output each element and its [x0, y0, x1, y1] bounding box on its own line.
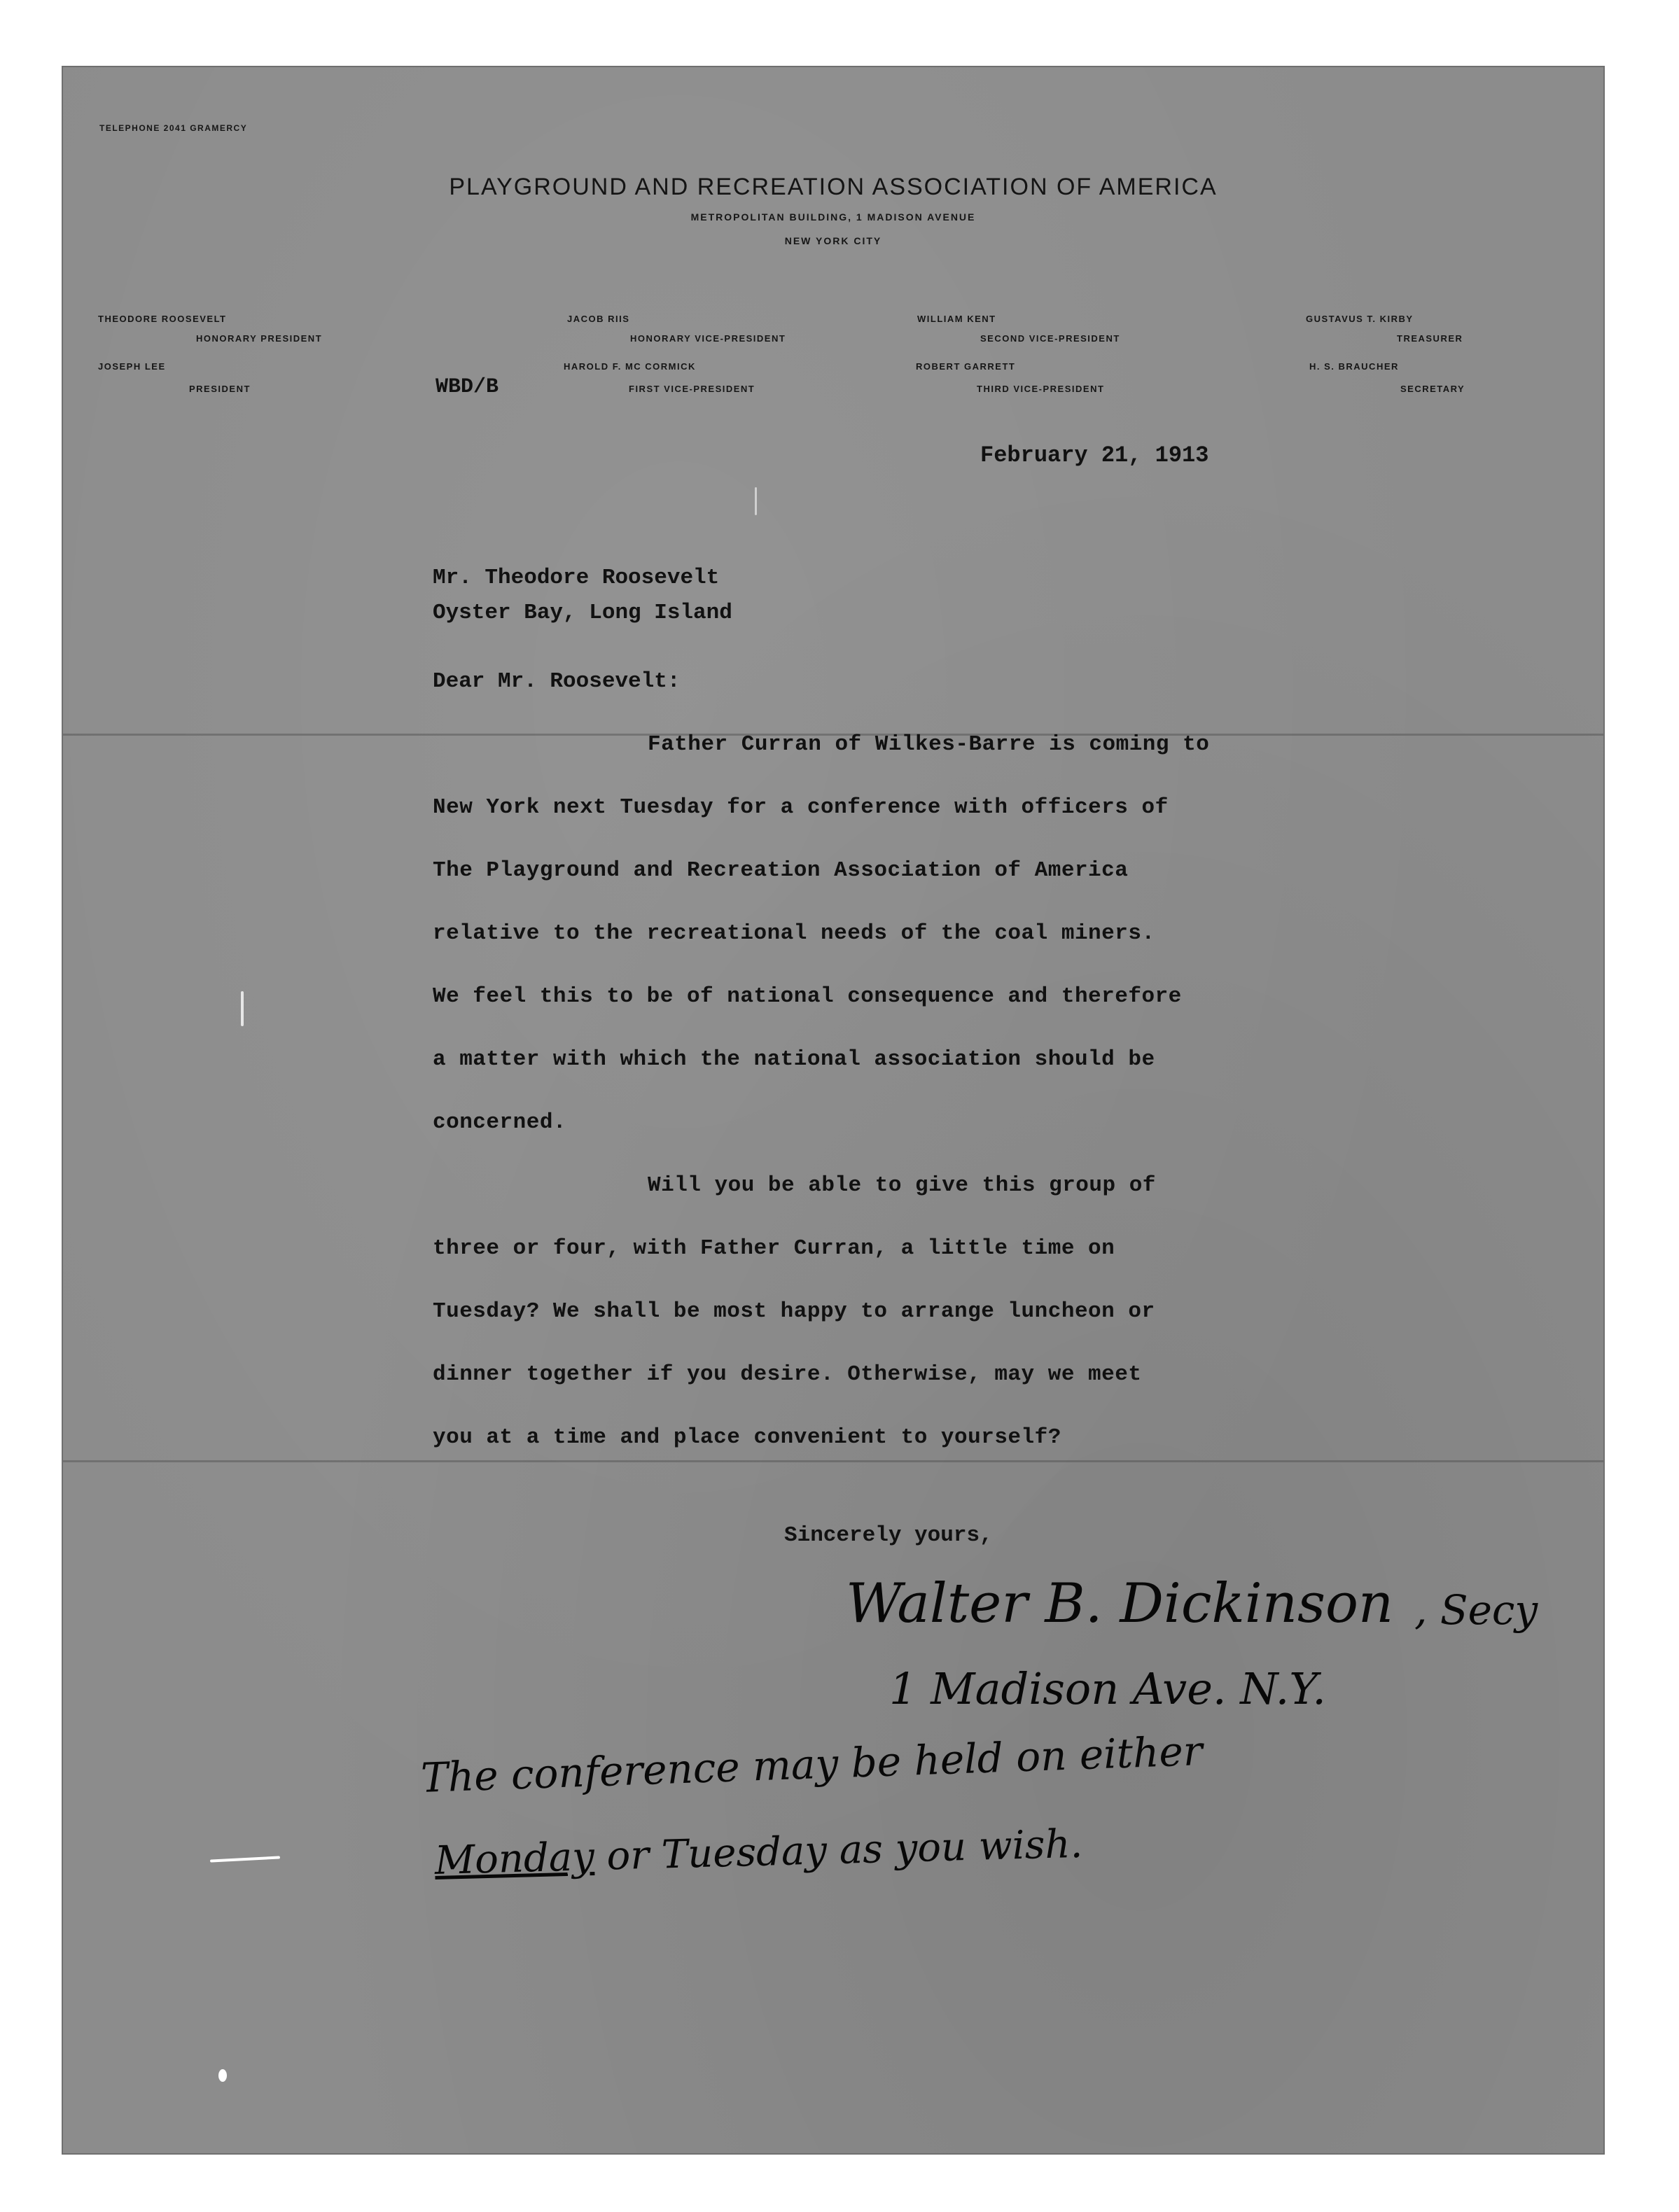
body-line: Will you be able to give this group of [648, 1173, 1156, 1198]
officer-title: FIRST VICE-PRESIDENT [629, 384, 755, 394]
postscript-line: The conference may be held on either [420, 1727, 1204, 1802]
body-line: relative to the recreational needs of the coal miners. [433, 921, 1155, 946]
organization-address: METROPOLITAN BUILDING, 1 MADISON AVENUE [690, 211, 976, 223]
body-line: a matter with which the national association should be [433, 1047, 1155, 1072]
officer-title: SECRETARY [1400, 384, 1465, 394]
postscript-rest: or Tuesday as you wish. [593, 1821, 1084, 1880]
officer-name: JACOB RIIS [567, 314, 630, 324]
reference-initials: WBD/B [436, 375, 499, 399]
officer-name: THEODORE ROOSEVELT [98, 314, 227, 324]
body-line: We feel this to be of national consequence and therefore [433, 984, 1182, 1009]
body-line: concerned. [433, 1110, 567, 1135]
body-line: three or four, with Father Curran, a little time on [433, 1236, 1115, 1261]
officer-title: THIRD VICE-PRESIDENT [977, 384, 1105, 394]
officer-name: JOSEPH LEE [98, 361, 166, 372]
letter-date: February 21, 1913 [980, 442, 1209, 468]
speck-mark [218, 2069, 227, 2082]
recipient-address: Oyster Bay, Long Island [433, 601, 732, 625]
body-line: The Playground and Recreation Association of America [433, 858, 1129, 883]
recipient-name: Mr. Theodore Roosevelt [433, 566, 720, 590]
officer-title: TREASURER [1397, 333, 1463, 344]
signature: Walter B. Dickinson [846, 1572, 1394, 1635]
postscript-monday: Monday [434, 1834, 595, 1884]
body-line: dinner together if you desire. Otherwise, may we meet [433, 1362, 1142, 1387]
scratch-mark [755, 487, 757, 515]
scratch-mark [210, 1856, 280, 1862]
signature-title: , Secy [1414, 1586, 1538, 1634]
officer-title: SECOND VICE-PRESIDENT [980, 333, 1120, 344]
organization-name: PLAYGROUND AND RECREATION ASSOCIATION OF AMERICA [449, 174, 1218, 200]
body-line: Tuesday? We shall be most happy to arrange luncheon or [433, 1299, 1155, 1324]
officer-name: H. S. BRAUCHER [1309, 361, 1399, 372]
body-line: Father Curran of Wilkes-Barre is coming to [648, 732, 1210, 757]
salutation: Dear Mr. Roosevelt: [433, 669, 681, 694]
body-line: New York next Tuesday for a conference with officers of [433, 795, 1169, 820]
officer-name: ROBERT GARRETT [916, 361, 1016, 372]
postscript-line [434, 1821, 1083, 1884]
organization-city: NEW YORK CITY [784, 235, 882, 246]
letter-sheet [63, 67, 1603, 2153]
officer-title: PRESIDENT [189, 384, 251, 394]
fold-line [63, 1460, 1603, 1462]
officer-name: GUSTAVUS T. KIRBY [1306, 314, 1414, 324]
officer-title: HONORARY PRESIDENT [196, 333, 323, 344]
scratch-mark [241, 991, 244, 1026]
closing: Sincerely yours, [784, 1523, 993, 1548]
handwritten-address: 1 Madison Ave. N.Y. [889, 1663, 1326, 1714]
telephone-line: TELEPHONE 2041 GRAMERCY [99, 123, 248, 133]
officer-name: HAROLD F. MC CORMICK [564, 361, 696, 372]
officer-name: WILLIAM KENT [917, 314, 996, 324]
officer-title: HONORARY VICE-PRESIDENT [630, 333, 786, 344]
body-line: you at a time and place convenient to yourself? [433, 1425, 1061, 1450]
